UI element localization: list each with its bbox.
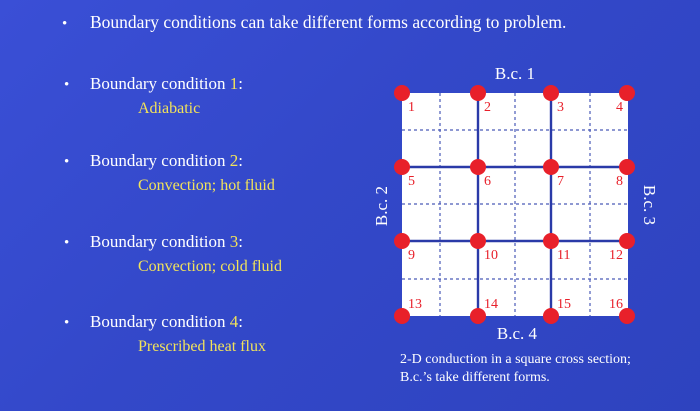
grid-node-label: 4: [616, 100, 623, 115]
bc-right-label: B.c. 3: [640, 184, 659, 226]
grid-node: [470, 159, 486, 175]
grid-node: [394, 159, 410, 175]
grid-node-label: 3: [557, 100, 564, 115]
grid-node-label: 16: [609, 297, 623, 312]
bullet-marker: •: [64, 154, 70, 170]
grid-node-label: 15: [557, 297, 571, 312]
grid-node: [619, 233, 635, 249]
condition-suffix: :: [238, 151, 243, 170]
bullet-marker: •: [64, 77, 70, 93]
condition-label-text: Boundary condition: [90, 232, 230, 251]
bc-bottom-label: B.c. 4: [496, 324, 538, 343]
condition-number: 2: [229, 151, 239, 170]
bullet-marker: •: [64, 315, 70, 331]
grid-node-label: 11: [557, 248, 571, 263]
grid-node-label: 12: [609, 248, 623, 263]
condition-number: 1: [229, 74, 239, 93]
bullet-marker: •: [62, 16, 68, 32]
grid-node-label: 1: [408, 100, 415, 115]
grid-node: [543, 85, 559, 101]
grid-node-label: 2: [484, 100, 491, 115]
condition-4-description: Prescribed heat flux: [138, 338, 266, 355]
grid-node-label: 14: [484, 297, 498, 312]
condition-suffix: :: [238, 312, 243, 331]
condition-label-text: Boundary condition: [90, 74, 230, 93]
grid-node-label: 10: [484, 248, 498, 263]
condition-2-description: Convection; hot fluid: [138, 177, 275, 194]
grid-node: [394, 233, 410, 249]
condition-3-description: Convection; cold fluid: [138, 258, 282, 275]
condition-label-text: Boundary condition: [90, 312, 230, 331]
bullet-marker: •: [64, 235, 70, 251]
condition-label-text: Boundary condition: [90, 151, 230, 170]
condition-1-description: Adiabatic: [138, 100, 201, 117]
grid-node-label: 9: [408, 248, 415, 263]
grid-node: [543, 159, 559, 175]
grid-node-label: 5: [408, 174, 415, 189]
grid-node-label: 8: [616, 174, 623, 189]
bc-top-label: B.c. 1: [494, 64, 536, 83]
caption-line-2: B.c.’s take different forms.: [400, 370, 550, 385]
grid-node-label: 7: [557, 174, 564, 189]
grid-node: [619, 85, 635, 101]
condition-number: 3: [229, 232, 239, 251]
condition-number: 4: [229, 312, 239, 331]
grid-node-label: 13: [408, 297, 422, 312]
grid-node: [394, 85, 410, 101]
caption-line-1: 2-D conduction in a square cross section;: [400, 352, 631, 367]
headline-text: Boundary conditions can take different forms according to problem.: [90, 12, 567, 32]
grid-node: [470, 233, 486, 249]
grid-node: [543, 233, 559, 249]
condition-suffix: :: [238, 232, 243, 251]
condition-suffix: :: [238, 74, 243, 93]
bc-left-label: B.c. 2: [372, 185, 391, 227]
diagram-caption: [400, 351, 631, 387]
grid-node: [619, 159, 635, 175]
grid-node: [470, 85, 486, 101]
grid-node-label: 6: [484, 174, 491, 189]
